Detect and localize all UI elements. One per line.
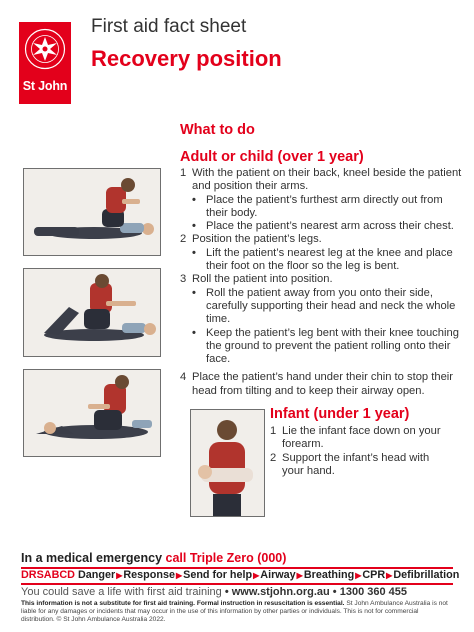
bullet-text: Keep the patient’s leg bent with their knee touching the ground to prevent the patient rolling onto their face. <box>206 326 459 366</box>
emergency-call: call Triple Zero (000) <box>165 551 287 565</box>
drsabcd-item: Send for help <box>183 569 253 581</box>
step-2 <box>180 233 462 246</box>
page-title: Recovery position <box>91 46 282 71</box>
website-link[interactable]: www.stjohn.org.au <box>231 586 330 598</box>
infant-steps-list <box>270 425 450 478</box>
step-4 <box>180 371 462 398</box>
infant-step-1 <box>270 425 450 452</box>
bullet-item: • Roll the patient away from you onto their side, carefully supporting their head and neck the whole time. <box>192 287 462 327</box>
step-number: 2 <box>180 233 187 246</box>
step-text: Roll the patient into position. <box>192 273 333 286</box>
adult-steps-list <box>180 167 462 398</box>
step-3 <box>180 273 462 286</box>
photo-step-2 <box>23 268 161 357</box>
bullet-text: Roll the patient away from you onto their side, carefully supporting their head and neck the whole time. <box>206 286 456 326</box>
bullet-text: Place the patient’s furthest arm directly out from their body. <box>206 193 443 219</box>
step-number: 2 <box>270 451 277 464</box>
bullet-text: Place the patient’s nearest arm across their chest. <box>206 220 454 233</box>
step-number: 4 <box>180 371 187 384</box>
drsabcd-item: Breathing <box>303 569 355 581</box>
step-text: Support the infant’s head with your hand. <box>282 451 430 477</box>
drsabcd-acronym: DRSABCD <box>21 569 75 581</box>
drsabcd-item: Airway <box>260 569 296 581</box>
bullet-item: • Lift the patient’s nearest leg at the knee and place their foot on the floor so the leg is bent. <box>192 247 462 274</box>
step-text: With the patient on their back, kneel beside the patient and position their arms. <box>192 167 462 193</box>
st-john-badge-icon <box>24 28 66 70</box>
photo-step-3 <box>23 369 161 457</box>
arrow-right-icon: ▶ <box>253 571 260 580</box>
step-text: Place the patient’s hand under their chin to stop their head from tilting and to keep their airway open. <box>192 371 454 397</box>
photo-step-1 <box>23 168 161 256</box>
divider <box>21 583 453 585</box>
section-heading-what-to-do: What to do <box>180 122 255 138</box>
step-number: 1 <box>180 167 187 179</box>
section-heading-adult: Adult or child (over 1 year) <box>180 149 364 165</box>
arrow-right-icon: ▶ <box>296 571 303 580</box>
disclaimer <box>21 600 453 623</box>
drsabcd-line <box>21 569 459 581</box>
bullet-text: Lift the patient’s nearest leg at the knee and place their foot on the floor so the leg is bent. <box>206 246 453 273</box>
step-text: Lie the infant face down on your forearm. <box>282 425 441 451</box>
disclaimer-bold: This information is not a substitute for first aid training. Formal instruction in resuscitation is essential. <box>21 600 345 607</box>
training-line: You could save a life with first aid training • www.stjohn.org.au • 1300 360 455 <box>21 586 408 598</box>
step-number: 1 <box>270 425 277 437</box>
step-1 <box>180 167 462 194</box>
step-text: Position the patient’s legs. <box>192 233 322 246</box>
st-john-logo <box>19 22 71 104</box>
drsabcd-item: CPR <box>362 569 386 581</box>
phone-number[interactable]: 1300 360 455 <box>339 586 408 598</box>
emergency-prefix: In a medical emergency <box>21 551 166 565</box>
arrow-right-icon: ▶ <box>175 571 183 580</box>
save-text: You could save a life with first aid training <box>21 586 222 598</box>
arrow-right-icon: ▶ <box>355 571 362 580</box>
emergency-line <box>21 551 286 565</box>
bullet-item: • Place the patient’s nearest arm across their chest. <box>192 220 462 233</box>
photo-infant <box>190 409 265 517</box>
drsabcd-item: Response <box>123 569 175 581</box>
drsabcd-item: Defibrillation <box>393 569 460 581</box>
section-heading-infant: Infant (under 1 year) <box>270 406 410 422</box>
sheet-title: First aid fact sheet <box>91 16 247 37</box>
logo-text: St John <box>22 79 68 93</box>
bullet-item: • Place the patient’s furthest arm directly out from their body. <box>192 194 462 221</box>
arrow-right-icon: ▶ <box>386 571 393 580</box>
step-number: 3 <box>180 273 187 286</box>
disclaimer-rest: St John Ambulance Australia is not liable for any damages or incidents that may occur in the use of this information by other parties or individuals. This is not for commercial distribution. © St John Ambulance Australia 2022. <box>21 600 448 623</box>
drsabcd-item: Danger <box>78 569 116 581</box>
arrow-right-icon: ▶ <box>116 571 123 580</box>
infant-step-2 <box>270 452 450 479</box>
bullet-item: • Keep the patient’s leg bent with their knee touching the ground to prevent the patient rolling onto their face. <box>192 327 462 367</box>
